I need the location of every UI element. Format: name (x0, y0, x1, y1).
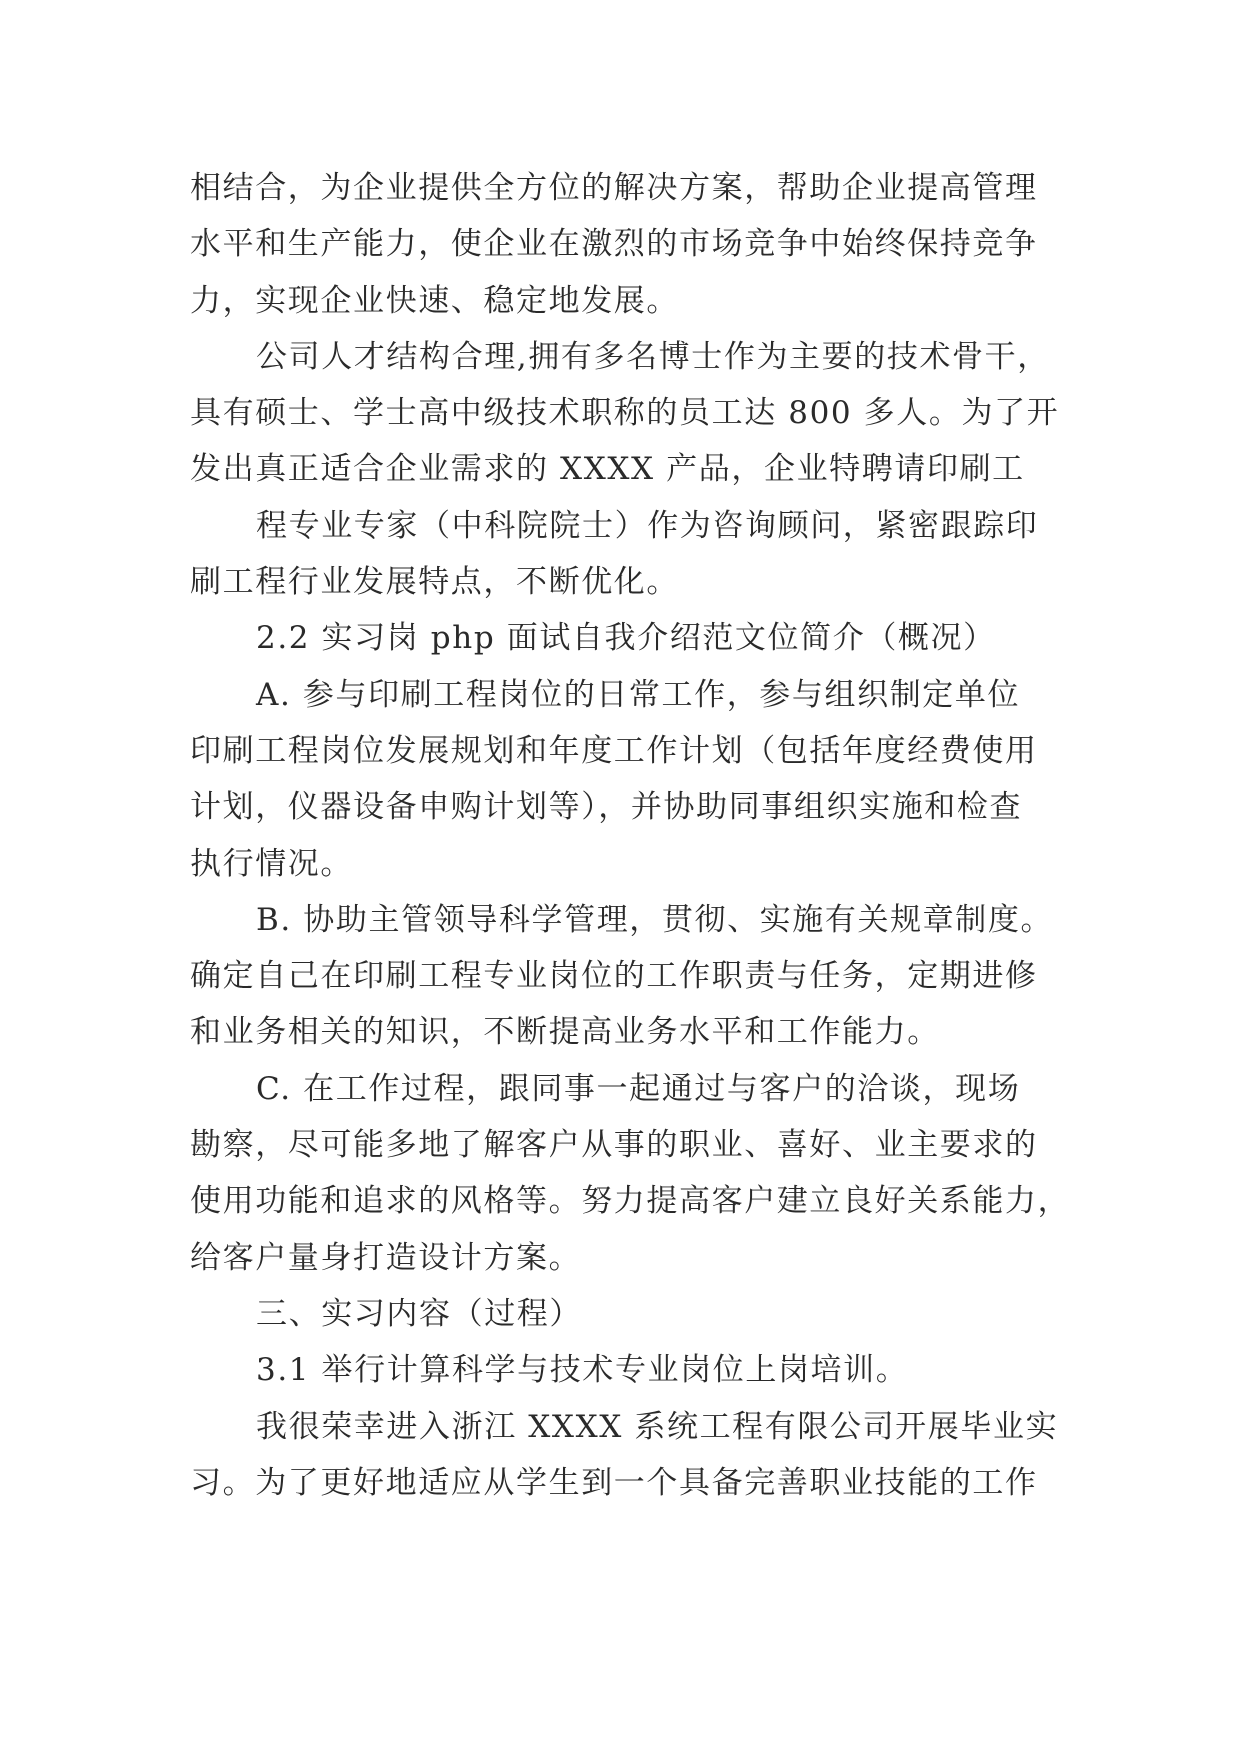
text-line: B. 协助主管领导科学管理，贯彻、实施有关规章制度。 (256, 901, 1054, 938)
text-line: 3.1 举行计算科学与技术专业岗位上岗培训。 (256, 1352, 909, 1389)
text-line: C. 在工作过程，跟同事一起通过与客户的洽谈，现场 (256, 1070, 1021, 1107)
text-line: 确定自己在印刷工程专业岗位的工作职责与任务，定期进修 (190, 958, 1038, 995)
text-line: 三、实习内容（过程） (256, 1295, 582, 1332)
text-line: 具有硕士、学士高中级技术职称的员工达 800 多人。为了开 (190, 395, 1060, 432)
text-line: 公司人才结构合理,拥有多名博士作为主要的技术骨干， (256, 338, 1050, 375)
text-line: 力，实现企业快速、稳定地发展。 (190, 282, 679, 319)
text-line: 水平和生产能力，使企业在激烈的市场竞争中始终保持竞争 (190, 226, 1038, 263)
text-line: 程专业专家（中科院院士）作为咨询顾问，紧密跟踪印 (256, 507, 1039, 544)
text-line: 我很荣幸进入浙江 XXXX 系统工程有限公司开展毕业实 (256, 1408, 1059, 1445)
text-line: 计划，仪器设备申购计划等），并协助同事组织实施和检查 (190, 789, 1023, 826)
text-line: 执行情况。 (190, 845, 353, 882)
document-body (190, 160, 1071, 1511)
text-line: A. 参与印刷工程岗位的日常工作，参与组织制定单位 (256, 676, 1021, 713)
text-line: 2.2 实习岗 php 面试自我介绍范文位简介（概况） (256, 620, 996, 657)
text-line: 刷工程行业发展特点，不断优化。 (190, 564, 679, 601)
text-line: 使用功能和追求的风格等。努力提高客户建立良好关系能力， (190, 1183, 1071, 1220)
text-line: 勘察，尽可能多地了解客户从事的职业、喜好、业主要求的 (190, 1127, 1038, 1164)
text-line: 习。为了更好地适应从学生到一个具备完善职业技能的工作 (190, 1464, 1038, 1501)
text-line: 相结合，为企业提供全方位的解决方案，帮助企业提高管理 (190, 170, 1038, 206)
text-line: 和业务相关的知识，不断提高业务水平和工作能力。 (190, 1014, 940, 1051)
text-line: 印刷工程岗位发展规划和年度工作计划（包括年度经费使用 (190, 732, 1038, 769)
text-line: 发出真正适合企业需求的 XXXX 产品，企业特聘请印刷工 (190, 451, 1025, 488)
text-line: 给客户量身打造设计方案。 (190, 1239, 582, 1276)
